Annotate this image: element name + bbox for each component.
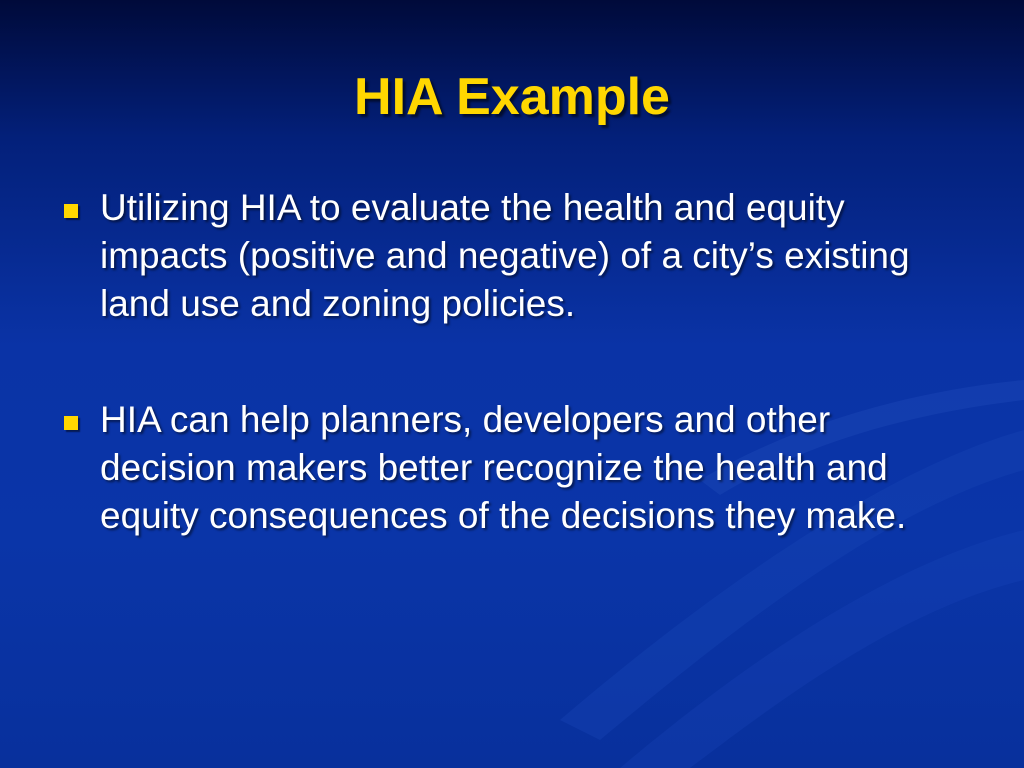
bullet-text: Utilizing HIA to evaluate the health and equity impacts (positive and negative) of a city’s existing land use and zoning policies. [100, 187, 910, 324]
slide-title: HIA Example [354, 68, 670, 126]
square-bullet-icon [64, 416, 78, 430]
bullet-item [62, 396, 962, 540]
bullet-item [62, 184, 962, 328]
bullet-list [62, 184, 962, 540]
square-bullet-icon [64, 204, 78, 218]
bullet-text: HIA can help planners, developers and other decision makers better recognize the health and equity consequences of the decisions they make. [100, 399, 907, 536]
